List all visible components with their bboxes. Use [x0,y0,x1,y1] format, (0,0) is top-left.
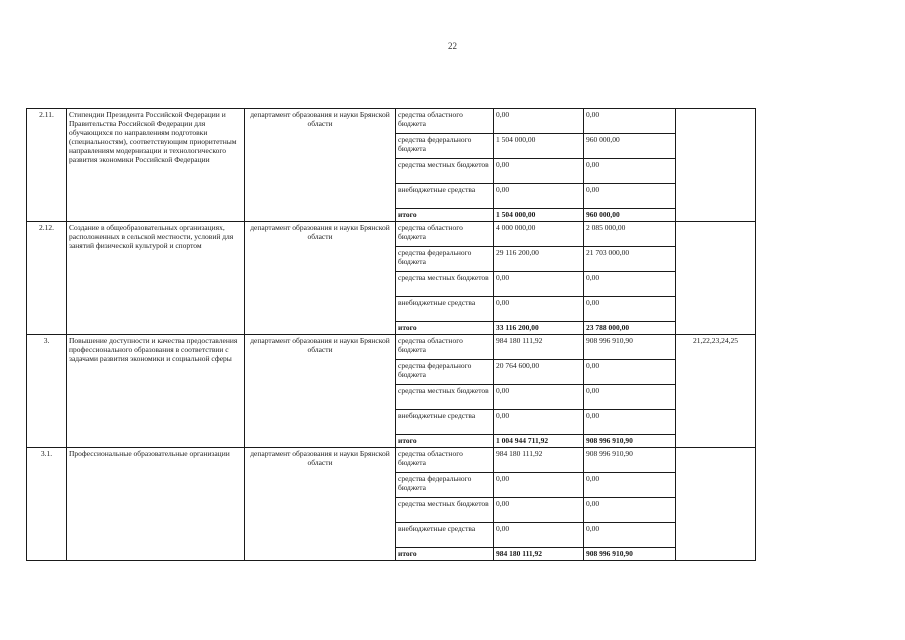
funding-value-planned: 984 180 111,92 [494,448,584,473]
funding-value-planned: 1 504 000,00 [494,134,584,159]
funding-value-actual: 908 996 910,90 [584,335,676,360]
funding-value-planned: 0,00 [494,109,584,134]
funding-value-actual: 0,00 [584,410,676,435]
table-row [27,109,756,134]
funding-source-label: средства областного бюджета [396,222,494,247]
funding-value-planned: 0,00 [494,184,584,209]
item-name: Повышение доступности и качества предоставления профессионального образования в соответствии с задачами развития экономики и социальной сферы [67,335,245,448]
funding-value-planned: 0,00 [494,523,584,548]
funding-source-label: внебюджетные средства [396,297,494,322]
funding-source-label: итого [396,548,494,561]
funding-value-actual: 0,00 [584,184,676,209]
item-number: 3.1. [27,448,67,561]
funding-value-planned: 984 180 111,92 [494,548,584,561]
funding-value-planned: 0,00 [494,385,584,410]
funding-source-label: средства федерального бюджета [396,473,494,498]
target-indicators [676,222,756,335]
funding-value-actual: 0,00 [584,109,676,134]
funding-value-planned: 1 004 944 711,92 [494,435,584,448]
page-number: 22 [448,41,457,51]
responsible-department: департамент образования и науки Брянской области [245,335,396,448]
funding-source-label: средства федерального бюджета [396,247,494,272]
table-row [27,448,756,473]
funding-source-label: средства областного бюджета [396,109,494,134]
target-indicators [676,448,756,561]
funding-source-label: итого [396,209,494,222]
funding-value-planned: 0,00 [494,473,584,498]
funding-value-planned: 0,00 [494,410,584,435]
item-name: Профессиональные образовательные организации [67,448,245,561]
funding-source-label: средства федерального бюджета [396,134,494,159]
item-number: 2.12. [27,222,67,335]
funding-source-label: средства местных бюджетов [396,159,494,184]
funding-value-planned: 1 504 000,00 [494,209,584,222]
funding-source-label: итого [396,322,494,335]
responsible-department: департамент образования и науки Брянской области [245,448,396,561]
funding-value-actual: 0,00 [584,473,676,498]
funding-value-actual: 908 996 910,90 [584,448,676,473]
table-row [27,222,756,247]
funding-value-actual: 908 996 910,90 [584,548,676,561]
budget-table [26,108,756,561]
funding-value-planned: 0,00 [494,272,584,297]
target-indicators: 21,22,23,24,25 [676,335,756,448]
funding-source-label: итого [396,435,494,448]
funding-source-label: средства местных бюджетов [396,498,494,523]
funding-value-actual: 960 000,00 [584,209,676,222]
funding-value-planned: 984 180 111,92 [494,335,584,360]
funding-value-actual: 21 703 000,00 [584,247,676,272]
funding-value-actual: 23 788 000,00 [584,322,676,335]
target-indicators [676,109,756,222]
funding-source-label: средства областного бюджета [396,335,494,360]
funding-value-planned: 20 764 600,00 [494,360,584,385]
funding-source-label: средства федерального бюджета [396,360,494,385]
funding-value-planned: 0,00 [494,297,584,322]
item-number: 2.11. [27,109,67,222]
funding-value-actual: 908 996 910,90 [584,435,676,448]
funding-value-actual: 0,00 [584,159,676,184]
funding-value-actual: 960 000,00 [584,134,676,159]
funding-value-actual: 0,00 [584,360,676,385]
funding-source-label: средства областного бюджета [396,448,494,473]
funding-value-actual: 0,00 [584,297,676,322]
funding-source-label: средства местных бюджетов [396,385,494,410]
funding-value-actual: 2 085 000,00 [584,222,676,247]
funding-value-actual: 0,00 [584,272,676,297]
funding-source-label: средства местных бюджетов [396,272,494,297]
responsible-department: департамент образования и науки Брянской области [245,222,396,335]
funding-source-label: внебюджетные средства [396,184,494,209]
item-number: 3. [27,335,67,448]
funding-source-label: внебюджетные средства [396,523,494,548]
funding-value-actual: 0,00 [584,523,676,548]
item-name: Создание в общеобразовательных организациях, расположенных в сельской местности, условий для занятий физической культурой и спортом [67,222,245,335]
funding-value-planned: 4 000 000,00 [494,222,584,247]
funding-value-planned: 0,00 [494,498,584,523]
funding-value-planned: 33 116 200,00 [494,322,584,335]
funding-value-actual: 0,00 [584,385,676,410]
responsible-department: департамент образования и науки Брянской области [245,109,396,222]
funding-source-label: внебюджетные средства [396,410,494,435]
item-name: Стипендии Президента Российской Федерации и Правительства Российской Федерации для обучающихся по направлениям подготовки (специальностям), соответствующим приоритетным направлениям модернизации и технологического развития экономики Российской Федерации [67,109,245,222]
funding-value-actual: 0,00 [584,498,676,523]
table-row [27,335,756,360]
funding-value-planned: 0,00 [494,159,584,184]
funding-value-planned: 29 116 200,00 [494,247,584,272]
